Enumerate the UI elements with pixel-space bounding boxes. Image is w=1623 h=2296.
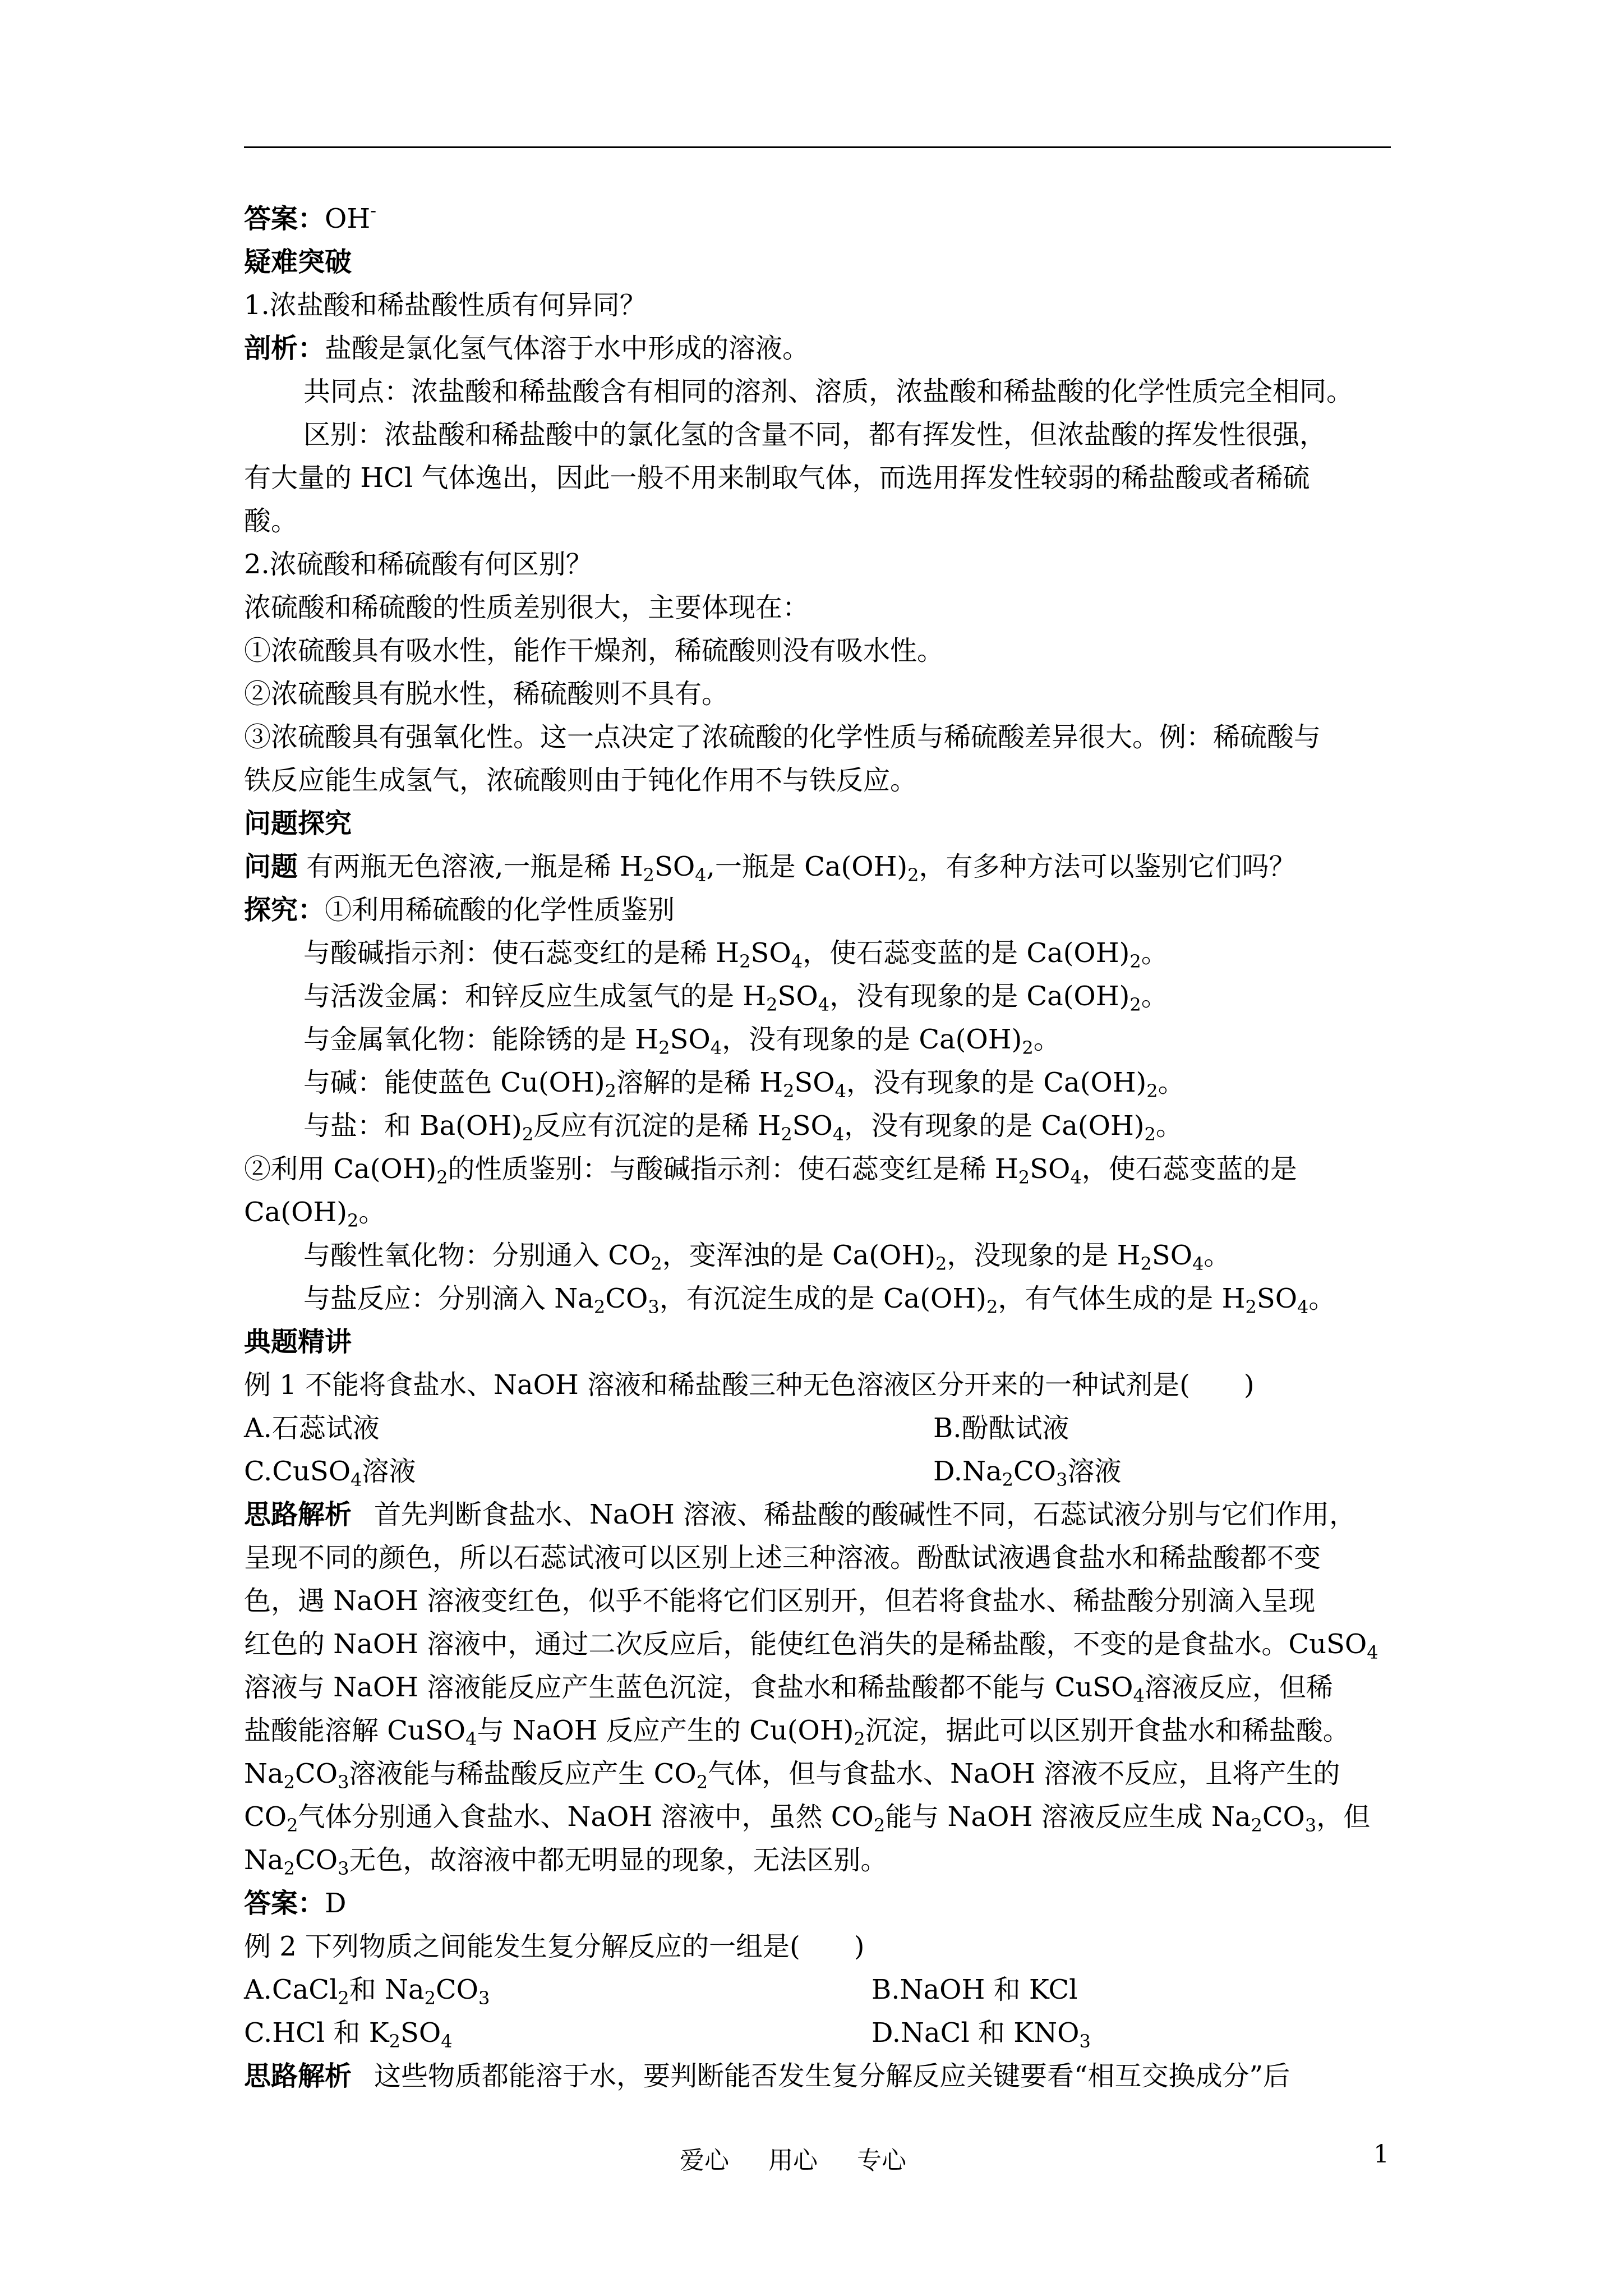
text: 气体，但与食盐水、NaOH 溶液不反应，且将产生的 — [708, 1758, 1340, 1789]
subscript: 2 — [781, 1124, 792, 1145]
text: 溶液与 NaOH 溶液能反应产生蓝色沉淀，食盐水和稀盐酸都不能与 CuSO — [244, 1672, 1133, 1703]
subscript: 2 — [436, 1167, 448, 1188]
subscript: 4 — [791, 951, 803, 972]
text: ，使石蕊变蓝的是 Ca(OH) — [803, 937, 1130, 969]
text: 这些物质都能溶于水，要判断能否发生复分解反应关键要看“相互交换成分”后 — [374, 2060, 1290, 2092]
text: 气体分别通入食盐水、NaOH 溶液中，虽然 CO — [298, 1801, 874, 1833]
problem-text: ,一瓶是 Ca(OH) — [706, 851, 908, 882]
text: ②利用 Ca(OH) — [244, 1153, 437, 1185]
text: SO — [777, 981, 818, 1012]
example-1-question: 例 1 不能将食盐水、NaOH 溶液和稀盐酸三种无色溶液区分开来的一种试剂是( ) — [244, 1369, 1255, 1401]
answer-line-2 — [244, 1882, 1399, 1925]
example-2-options-cd — [244, 2012, 1399, 2055]
method-metal-oxide — [244, 1018, 1399, 1061]
section-heading-difficulty: 疑难突破 — [244, 246, 352, 278]
text: ，没有现象的是 Ca(OH) — [846, 1067, 1147, 1098]
example-1-analysis-line-9 — [244, 1839, 1399, 1882]
text: 。 — [1033, 1024, 1061, 1055]
page-number: 1 — [1373, 2140, 1389, 2169]
analysis-label: 思路解析 — [244, 1499, 352, 1530]
answer-text: D — [325, 1888, 347, 1919]
option-d — [872, 2012, 1091, 2055]
analysis-1 — [244, 327, 1399, 370]
analysis-text: 盐酸是氯化氢气体溶于水中形成的溶液。 — [325, 333, 810, 364]
subscript: 2 — [1146, 1080, 1158, 1102]
subscript: 2 — [783, 1080, 795, 1102]
text: CO — [435, 1974, 479, 2005]
text: 。 — [1141, 981, 1168, 1012]
text: ，有气体生成的是 H — [998, 1283, 1246, 1314]
answer-text: OH — [325, 203, 371, 234]
text: CO — [244, 1801, 287, 1833]
subscript: 2 — [1245, 1296, 1257, 1318]
text: 和 Na — [349, 1974, 425, 2005]
answer-line — [244, 197, 1399, 241]
text: 。 — [358, 1197, 386, 1228]
text: ，有沉淀生成的是 Ca(OH) — [659, 1283, 986, 1314]
subscript: 4 — [1297, 1296, 1309, 1318]
example-2-options-ab — [244, 1968, 1399, 2012]
subscript: 2 — [1129, 994, 1141, 1015]
subscript: 4 — [832, 1124, 845, 1145]
subscript: 2 — [338, 1987, 349, 2009]
answer-label: 答案： — [244, 203, 325, 234]
text: 红色的 NaOH 溶液中，通过二次反应后，能使红色消失的是稀盐酸，不变的是食盐水。CuSO — [244, 1628, 1367, 1660]
subscript: 2 — [1140, 1253, 1152, 1274]
subscript: 4 — [1070, 1167, 1082, 1188]
subscript: 3 — [338, 1772, 349, 1793]
text: SO — [400, 2017, 441, 2049]
difference-line-2: 有大量的 HCl 气体逸出，因此一般不用来制取气体，而选用挥发性较弱的稀盐酸或者稀硫 — [244, 462, 1310, 494]
text: D.NaCl 和 KNO — [872, 2017, 1080, 2049]
method-base — [244, 1061, 1399, 1105]
text: ，变浑浊的是 Ca(OH) — [662, 1240, 935, 1271]
subscript: 2 — [696, 1772, 708, 1793]
question-2-point-3a: ③浓硫酸具有强氧化性。这一点决定了浓硫酸的化学性质与稀硫酸差异很大。例：稀硫酸与 — [244, 721, 1321, 753]
difference-line-3: 酸。 — [244, 505, 298, 537]
text: D.Na — [933, 1456, 1002, 1487]
problem-text: SO — [654, 851, 695, 882]
subscript: 4 — [818, 994, 830, 1015]
text: 溶液能与稀盐酸反应产生 CO — [349, 1758, 697, 1789]
text: 与 NaOH 反应产生的 Cu(OH) — [477, 1715, 854, 1746]
example-1-analysis-line-6 — [244, 1709, 1399, 1752]
difference-line-1: 区别：浓盐酸和稀盐酸中的氯化氢的含量不同，都有挥发性，但浓盐酸的挥发性很强， — [303, 419, 1327, 450]
method-metal — [244, 975, 1399, 1018]
caoh-method-line-2 — [244, 1191, 1399, 1234]
analysis-label: 思路解析 — [244, 2060, 352, 2092]
subscript: 4 — [834, 1080, 847, 1102]
text: ，没有现象的是 Ca(OH) — [844, 1110, 1145, 1142]
example-1-analysis-line-3: 色，遇 NaOH 溶液变红色，似乎不能将它们区别开，但若将食盐水、稀盐酸分别滴入呈现 — [244, 1585, 1316, 1617]
text: 与金属氧化物：能除锈的是 H — [303, 1024, 659, 1055]
question-2: 2.浓硫酸和稀硫酸有何区别？ — [244, 549, 593, 580]
subscript: 4 — [710, 1037, 722, 1059]
text: 与酸碱指示剂：使石蕊变红的是稀 H — [303, 937, 740, 969]
text: 溶液反应，但稀 — [1144, 1672, 1333, 1703]
text: 首先判断食盐水、NaOH 溶液、稀盐酸的酸碱性不同，石蕊试液分别与它们作用， — [374, 1499, 1357, 1530]
text: ，但 — [1316, 1801, 1371, 1833]
option-a: A.石蕊试液 — [244, 1412, 380, 1444]
problem-text: 有两瓶无色溶液,一瓶是稀 H — [306, 851, 643, 882]
subscript: 2 — [605, 1080, 616, 1102]
subscript: 4 — [465, 1728, 477, 1750]
subscript: 3 — [478, 1987, 490, 2009]
subscript: 2 — [766, 994, 778, 1015]
text: Ca(OH) — [244, 1197, 348, 1228]
text: A.CaCl — [244, 1974, 338, 2005]
text: 与酸性氧化物：分别通入 CO — [303, 1240, 651, 1271]
question-1: 1.浓盐酸和稀盐酸性质有何异同？ — [244, 289, 647, 321]
text: 溶解的是稀 H — [616, 1067, 783, 1098]
subscript: 3 — [338, 1858, 349, 1879]
subscript: 2 — [739, 951, 751, 972]
subscript: 4 — [1192, 1253, 1204, 1274]
option-c — [244, 2017, 453, 2052]
subscript: 4 — [1367, 1642, 1378, 1663]
text: SO — [750, 937, 791, 969]
text: 与活泼金属：和锌反应生成氢气的是 H — [303, 981, 767, 1012]
subscript: 3 — [1079, 2031, 1091, 2052]
footer-motto — [680, 2140, 906, 2176]
explore-label: 探究： — [244, 894, 325, 926]
text: SO — [670, 1024, 711, 1055]
text: CO — [294, 1758, 338, 1789]
subscript: 3 — [1056, 1469, 1068, 1490]
subscript: 3 — [1304, 1815, 1317, 1836]
question-2-point-1: ①浓硫酸具有吸水性，能作干燥剂，稀硫酸则没有吸水性。 — [244, 635, 944, 666]
text: 的性质鉴别：与酸碱指示剂：使石蕊变红是稀 H — [448, 1153, 1018, 1185]
subscript: 2 — [424, 1987, 436, 2009]
subscript: 2 — [347, 1210, 359, 1231]
text: CO — [1013, 1456, 1057, 1487]
subscript: 2 — [522, 1124, 534, 1145]
option-d — [933, 1450, 1121, 1493]
question-2-point-3b: 铁反应能生成氢气，浓硫酸则由于钝化作用不与铁反应。 — [244, 765, 917, 796]
caoh-method-line-1 — [244, 1148, 1399, 1191]
text: 与碱：能使蓝色 Cu(OH) — [303, 1067, 605, 1098]
subscript: 2 — [1251, 1815, 1262, 1836]
text: 反应有沉淀的是稀 H — [533, 1110, 781, 1142]
subscript: 2 — [1144, 1124, 1156, 1145]
subscript: 2 — [389, 2031, 400, 2052]
text: 。 — [1204, 1240, 1231, 1271]
subscript: 4 — [1133, 1685, 1145, 1706]
section-heading-examples: 典题精讲 — [244, 1326, 352, 1358]
text: 溶液 — [1067, 1456, 1122, 1487]
subscript: 4 — [695, 864, 707, 886]
text: 能与 NaOH 溶液反应生成 Na — [885, 1801, 1251, 1833]
example-1-analysis-line-4 — [244, 1623, 1399, 1666]
text: SO — [1030, 1153, 1071, 1185]
text: Na — [244, 1844, 284, 1876]
subscript: 2 — [651, 1253, 662, 1274]
header-rule — [244, 146, 1391, 148]
subscript: 2 — [287, 1815, 298, 1836]
text: Na — [244, 1758, 284, 1789]
example-1-analysis-line-8 — [244, 1796, 1399, 1839]
example-1-analysis-line-5 — [244, 1666, 1399, 1709]
text: SO — [1256, 1283, 1298, 1314]
example-1-analysis-line-7 — [244, 1752, 1399, 1796]
analysis-label: 剖析： — [244, 333, 325, 364]
section-heading-inquiry: 问题探究 — [244, 808, 352, 839]
example-1-analysis-line-2: 呈现不同的颜色，所以石蕊试液可以区别上述三种溶液。酚酞试液遇食盐水和稀盐酸都不变 — [244, 1542, 1321, 1573]
option-b: B.NaOH 和 KCl — [872, 1974, 1078, 2005]
answer-label: 答案： — [244, 1888, 325, 1919]
text: SO — [1151, 1240, 1193, 1271]
subscript: 2 — [283, 1858, 295, 1879]
footer-word: 爱心 — [680, 2146, 729, 2175]
explore-line — [244, 889, 1399, 932]
method-indicator — [244, 932, 1399, 975]
text: 盐酸能溶解 CuSO — [244, 1715, 466, 1746]
text: ，没有现象的是 Ca(OH) — [829, 981, 1130, 1012]
footer-word: 用心 — [768, 2146, 818, 2175]
text: 溶液 — [362, 1456, 416, 1487]
text: SO — [792, 1110, 833, 1142]
option-c — [244, 1456, 416, 1490]
subscript: 2 — [854, 1728, 865, 1750]
text: 。 — [1141, 937, 1168, 969]
option-b: B.酚酞试液 — [933, 1412, 1069, 1444]
example-1-options-ab — [244, 1407, 1399, 1450]
text: 沉淀，据此可以区别开食盐水和稀盐酸。 — [865, 1715, 1350, 1746]
subscript: 2 — [986, 1296, 998, 1318]
question-2-point-2: ②浓硫酸具有脱水性，稀硫酸则不具有。 — [244, 678, 729, 710]
text: C.HCl 和 K — [244, 2017, 389, 2049]
text: SO — [794, 1067, 835, 1098]
subscript: 2 — [658, 1037, 670, 1059]
text: 。 — [1158, 1067, 1185, 1098]
text: 与盐反应：分别滴入 Na — [303, 1283, 594, 1314]
question-2-intro: 浓硫酸和稀硫酸的性质差别很大，主要体现在： — [244, 592, 810, 623]
example-2-analysis-line-1 — [244, 2055, 1399, 2098]
example-1-analysis-line-1 — [244, 1493, 1399, 1536]
subscript: 2 — [1018, 1167, 1030, 1188]
problem-label: 问题 — [244, 851, 298, 882]
page-body — [244, 197, 1399, 2098]
subscript: 2 — [1022, 1037, 1034, 1059]
problem-line — [244, 845, 1399, 889]
option-a — [244, 1974, 490, 2009]
text: 与盐：和 Ba(OH) — [303, 1110, 522, 1142]
text: CO — [605, 1283, 648, 1314]
caoh-method-salt — [244, 1277, 1399, 1320]
text: CO — [1262, 1801, 1305, 1833]
subscript: 2 — [873, 1815, 886, 1836]
text: ，没现象的是 H — [947, 1240, 1141, 1271]
text: CO — [294, 1844, 338, 1876]
answer-sup: - — [370, 200, 377, 221]
footer-word: 专心 — [857, 2146, 906, 2175]
example-1-options-cd — [244, 1450, 1399, 1493]
explore-text: ①利用稀硫酸的化学性质鉴别 — [325, 894, 675, 926]
text: 。 — [1155, 1110, 1183, 1142]
subscript: 2 — [1129, 951, 1141, 972]
subscript: 2 — [907, 864, 919, 886]
text: 。 — [1308, 1283, 1336, 1314]
text: ，没有现象的是 Ca(OH) — [722, 1024, 1022, 1055]
example-2-question: 例 2 下列物质之间能发生复分解反应的一组是( ) — [244, 1931, 865, 1962]
common-points: 共同点：浓盐酸和稀盐酸含有相同的溶剂、溶质，浓盐酸和稀盐酸的化学性质完全相同。 — [303, 376, 1354, 407]
subscript: 2 — [1002, 1469, 1014, 1490]
subscript: 3 — [648, 1296, 660, 1318]
text: ，使石蕊变蓝的是 — [1081, 1153, 1297, 1185]
subscript: 2 — [935, 1253, 947, 1274]
problem-text: ，有多种方法可以鉴别它们吗？ — [919, 851, 1296, 882]
subscript: 2 — [283, 1772, 295, 1793]
subscript: 2 — [643, 864, 655, 886]
text: C.CuSO — [244, 1456, 351, 1487]
subscript: 2 — [593, 1296, 606, 1318]
subscript: 4 — [351, 1469, 362, 1490]
text: 无色，故溶液中都无明显的现象，无法区别。 — [349, 1844, 888, 1876]
subscript: 4 — [441, 2031, 453, 2052]
caoh-method-acid-oxide — [244, 1234, 1399, 1277]
method-salt — [244, 1105, 1399, 1148]
